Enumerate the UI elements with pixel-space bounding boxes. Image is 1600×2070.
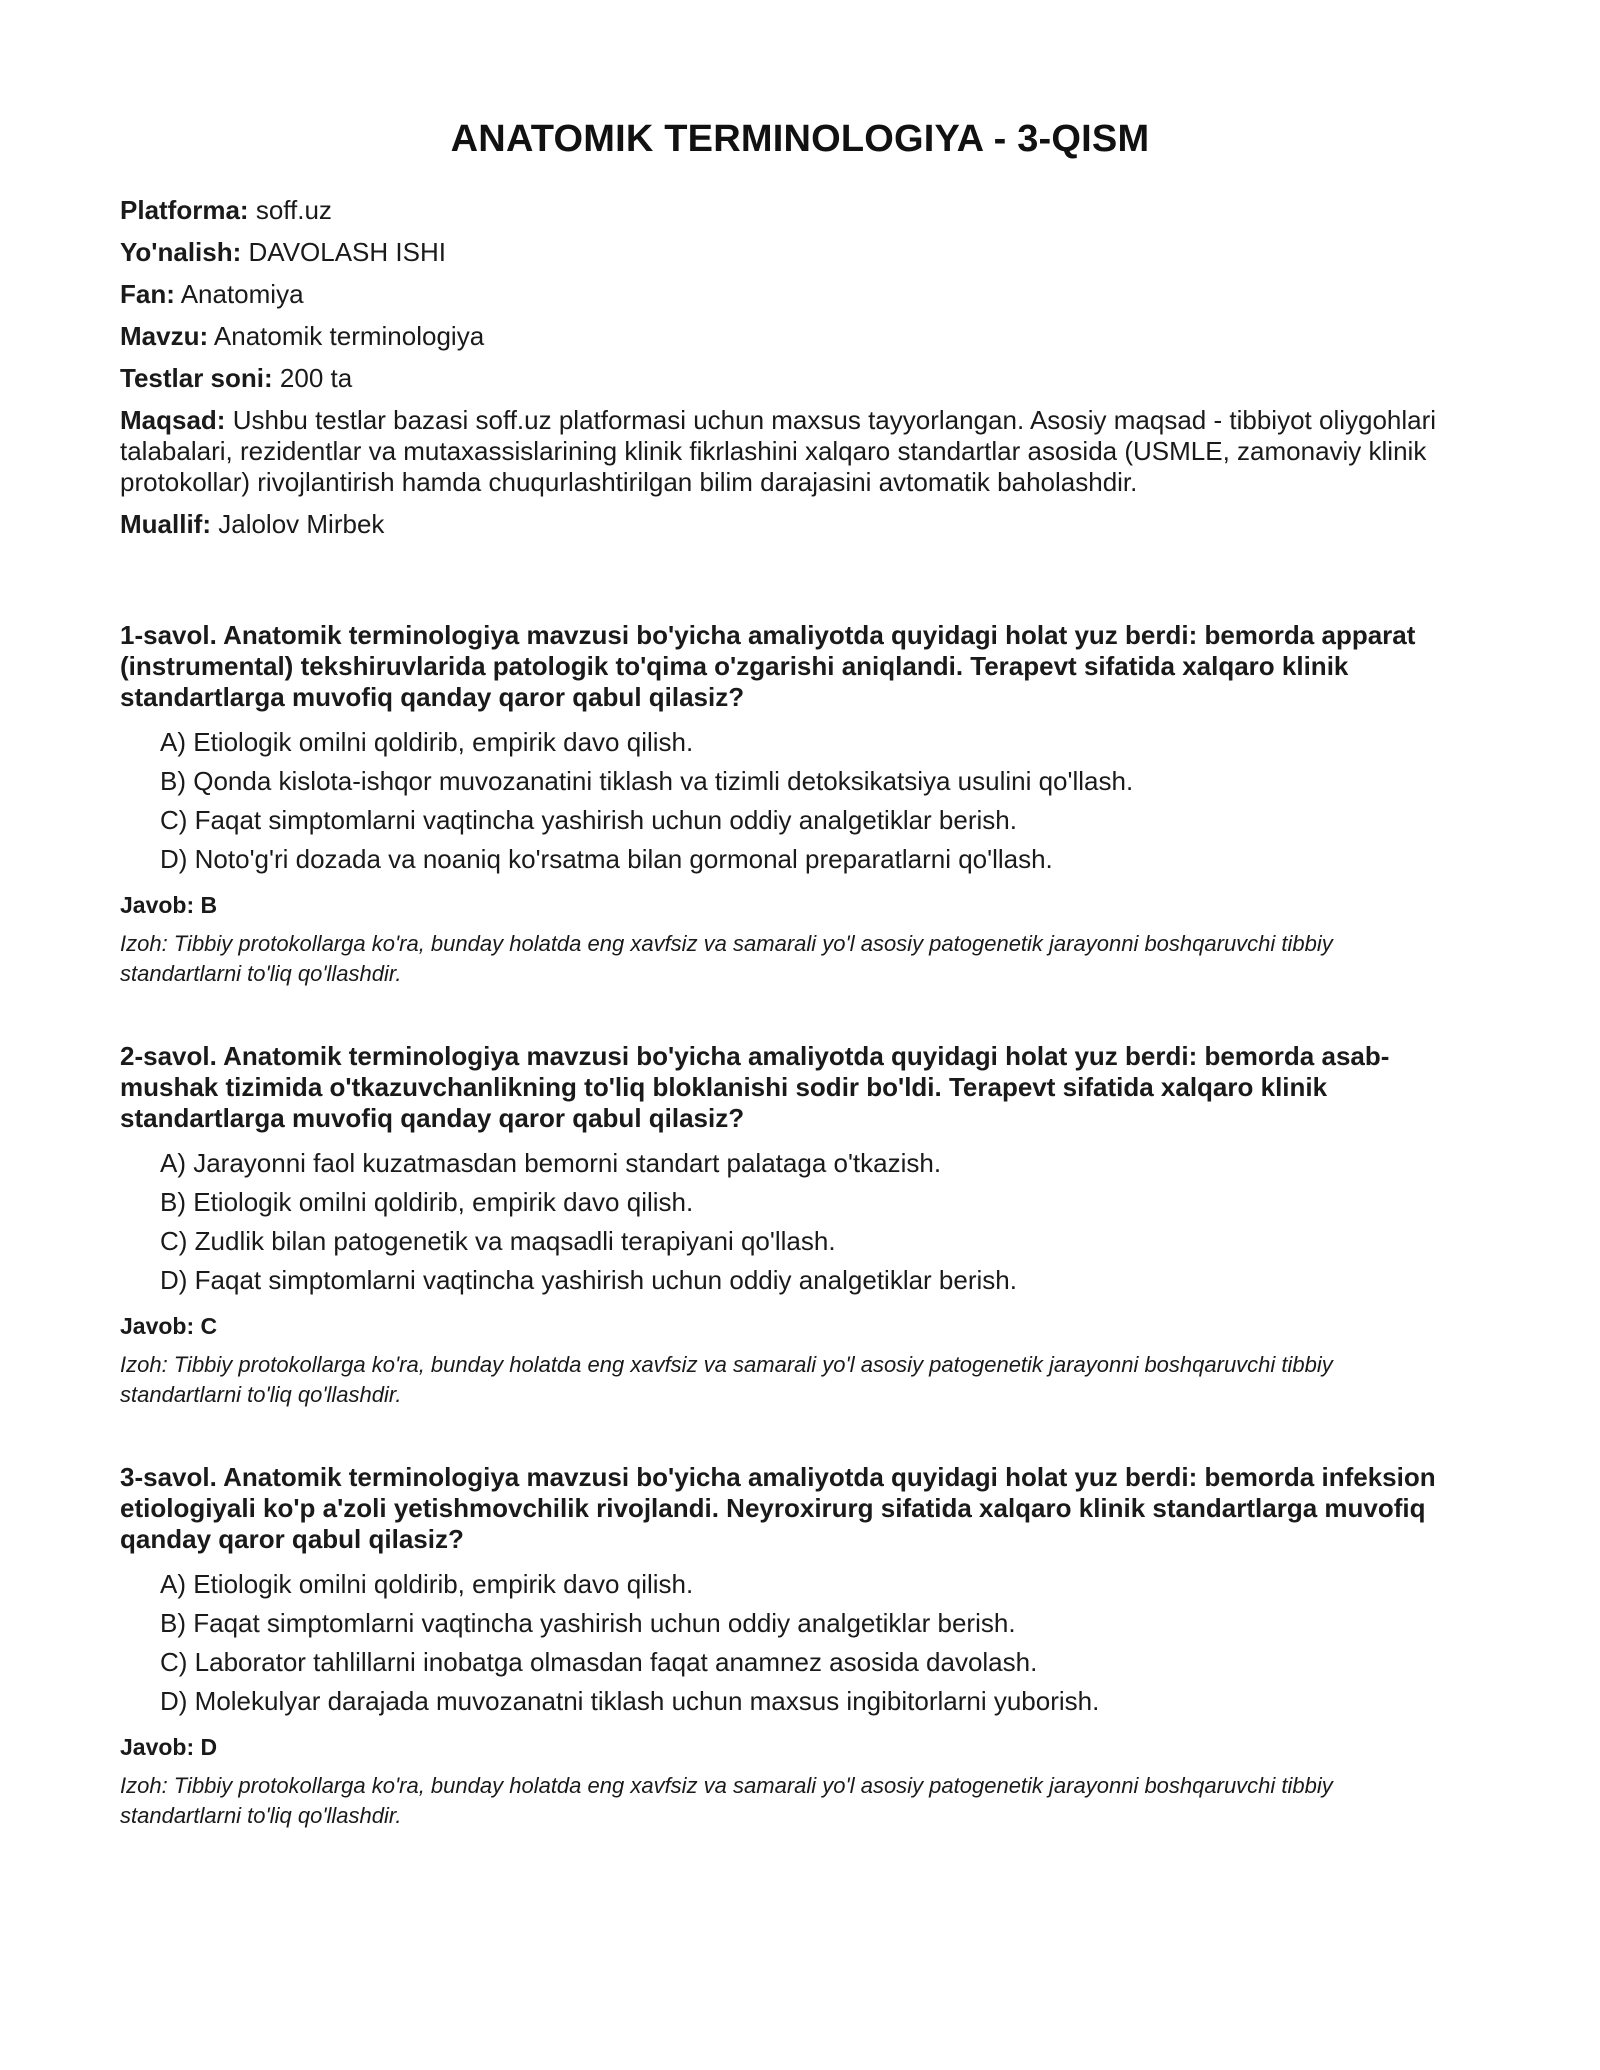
option-d: D) Molekulyar darajada muvozanatni tiklash uchun maxsus ingibitorlarni yuborish. — [160, 1686, 1100, 1716]
question-2 — [120, 1041, 1480, 1410]
meta-maqsad — [120, 405, 1480, 498]
question-text: 3-savol. Anatomik terminologiya mavzusi bo'yicha amaliyotda quyidagi holat yuz berdi: bemorda infeksion etiologiyali ko'p a'zoli yetishmovchilik rivojlandi. Neyroxirurg sifatida xalqaro klinik standartlarga muvofiq qanday qaror qabul qilasiz? — [120, 1462, 1436, 1554]
option-c: C) Laborator tahlillarni inobatga olmasdan faqat anamnez asosida davolash. — [160, 1647, 1038, 1677]
question-text: 2-savol. Anatomik terminologiya mavzusi bo'yicha amaliyotda quyidagi holat yuz berdi: bemorda asab-mushak tizimida o'tkazuvchanlikning to'liq bloklanishi sodir bo'ldi. Terapevt sifatida xalqaro klinik standartlarga muvofiq qanday qaror qabul qilasiz? — [120, 1041, 1390, 1133]
answer-label: Javob: D — [120, 1734, 218, 1760]
meta-key: Yo'nalish: — [120, 237, 242, 267]
meta-key: Maqsad: — [120, 405, 226, 435]
meta-value: soff.uz — [255, 195, 332, 225]
explanation-note: Izoh: Tibbiy protokollarga ko'ra, bunday holatda eng xavfsiz va samarali yo'l asosiy patogenetik jarayonni boshqaruvchi tibbiy standartlarni to'liq qo'llashdir. — [120, 1773, 1333, 1828]
meta-key: Testlar soni: — [120, 363, 273, 393]
meta-testlar-soni — [120, 363, 1480, 394]
answer-label: Javob: B — [120, 892, 218, 918]
option-a: A) Etiologik omilni qoldirib, empirik davo qilish. — [160, 727, 694, 757]
explanation-note: Izoh: Tibbiy protokollarga ko'ra, bunday holatda eng xavfsiz va samarali yo'l asosiy patogenetik jarayonni boshqaruvchi tibbiy standartlarni to'liq qo'llashdir. — [120, 1352, 1333, 1407]
option-c: C) Faqat simptomlarni vaqtincha yashirish uchun oddiy analgetiklar berish. — [160, 805, 1017, 835]
meta-yonalish — [120, 237, 1480, 268]
option-b: B) Etiologik omilni qoldirib, empirik davo qilish. — [160, 1187, 694, 1217]
meta-value: Anatomik terminologiya — [213, 321, 485, 351]
meta-key: Muallif: — [120, 509, 211, 539]
meta-key: Fan: — [120, 279, 175, 309]
option-a: A) Etiologik omilni qoldirib, empirik davo qilish. — [160, 1569, 694, 1599]
option-d: D) Noto'g'ri dozada va noaniq ko'rsatma bilan gormonal preparatlarni qo'llash. — [160, 844, 1053, 874]
meta-mavzu — [120, 321, 1480, 352]
meta-key: Mavzu: — [120, 321, 209, 351]
meta-value: 200 ta — [279, 363, 353, 393]
option-a: A) Jarayonni faol kuzatmasdan bemorni standart palataga o'tkazish. — [160, 1148, 942, 1178]
meta-value: Ushbu testlar bazasi soff.uz platformasi uchun maxsus tayyorlangan. Asosiy maqsad - tibbiyot oliygohlari talabalari, rezidentlar va mutaxassislarining klinik fikrlashini xalqaro standartlar asosida (USMLE, zamonaviy klinik protokollar) rivojlantirish hamda chuqurlashtirilgan bilim darajasini avtomatik baholashdir. — [120, 405, 1437, 497]
option-d: D) Faqat simptomlarni vaqtincha yashirish uchun oddiy analgetiklar berish. — [160, 1265, 1017, 1295]
question-3 — [120, 1462, 1480, 1831]
meta-value: DAVOLASH ISHI — [248, 237, 446, 267]
option-b: B) Faqat simptomlarni vaqtincha yashirish uchun oddiy analgetiklar berish. — [160, 1608, 1016, 1638]
meta-muallif — [120, 509, 1480, 540]
metadata-block — [120, 195, 1480, 540]
question-1 — [120, 620, 1480, 989]
explanation-note: Izoh: Tibbiy protokollarga ko'ra, bunday holatda eng xavfsiz va samarali yo'l asosiy patogenetik jarayonni boshqaruvchi tibbiy standartlarni to'liq qo'llashdir. — [120, 931, 1333, 986]
answer-label: Javob: C — [120, 1313, 218, 1339]
document-title: ANATOMIK TERMINOLOGIYA - 3-QISM — [450, 118, 1150, 160]
option-c: C) Zudlik bilan patogenetik va maqsadli terapiyani qo'llash. — [160, 1226, 836, 1256]
questions-list — [120, 620, 1480, 1831]
option-b: B) Qonda kislota-ishqor muvozanatini tiklash va tizimli detoksikatsiya usulini qo'llash. — [160, 766, 1134, 796]
meta-value: Jalolov Mirbek — [218, 509, 385, 539]
question-text: 1-savol. Anatomik terminologiya mavzusi bo'yicha amaliyotda quyidagi holat yuz berdi: bemorda apparat (instrumental) tekshiruvlarida patologik to'qima o'zgarishi aniqlandi. Terapevt sifatida xalqaro klinik standartlarga muvofiq qanday qaror qabul qilasiz? — [120, 620, 1416, 712]
meta-value: Anatomiya — [180, 279, 304, 309]
meta-key: Platforma: — [120, 195, 249, 225]
meta-platforma — [120, 195, 1480, 226]
meta-fan — [120, 279, 1480, 310]
